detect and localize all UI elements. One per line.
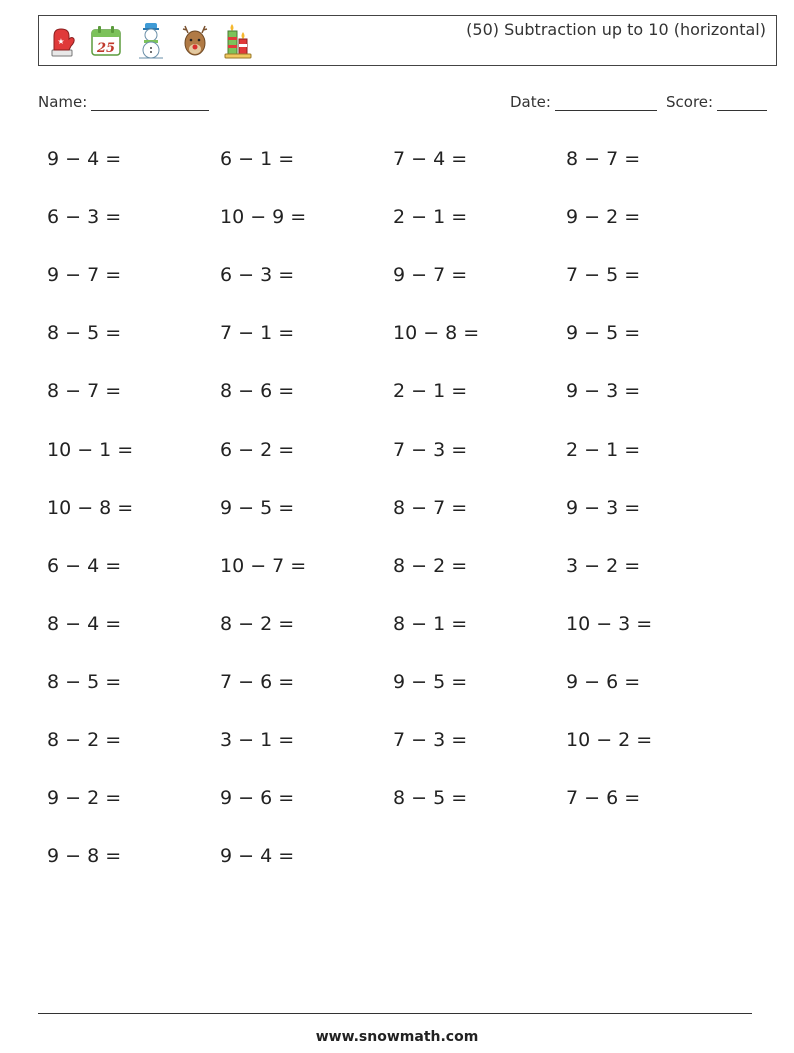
problem-41: 8 − 2 = <box>47 729 122 751</box>
problem-49: 9 − 8 = <box>47 845 122 868</box>
problem-3: 7 − 4 = <box>393 148 468 170</box>
problem-17: 8 − 7 = <box>47 380 122 403</box>
problem-20: 9 − 3 = <box>566 380 641 403</box>
problem-48: 7 − 6 = <box>566 787 641 810</box>
problem-16: 9 − 5 = <box>566 322 641 345</box>
problem-36: 10 − 3 = <box>566 612 653 635</box>
problem-45: 9 − 2 = <box>47 787 122 810</box>
problem-35: 8 − 1 = <box>393 612 468 635</box>
problem-31: 8 − 2 = <box>393 554 468 577</box>
problem-25: 10 − 8 = <box>47 496 134 519</box>
problem-42: 3 − 1 = <box>220 729 295 751</box>
footer-site: www.snowmath.com <box>315 1029 479 1045</box>
problem-4: 8 − 7 = <box>566 148 641 170</box>
problem-27: 8 − 7 = <box>393 496 468 519</box>
problem-12: 7 − 5 = <box>566 264 641 287</box>
problem-39: 9 − 5 = <box>393 670 468 693</box>
problem-21: 10 − 1 = <box>47 438 134 461</box>
problem-14: 7 − 1 = <box>220 322 295 345</box>
problem-24: 2 − 1 = <box>566 438 641 461</box>
worksheet-title: (50) Subtraction up to 10 (horizontal) <box>466 20 766 39</box>
problem-1: 9 − 4 = <box>47 148 122 170</box>
problem-9: 9 − 7 = <box>47 264 122 287</box>
problem-50: 9 − 4 = <box>220 845 295 868</box>
problem-22: 6 − 2 = <box>220 438 295 461</box>
problem-29: 6 − 4 = <box>47 554 122 577</box>
problem-46: 9 − 6 = <box>220 787 295 810</box>
problem-7: 2 − 1 = <box>393 206 468 229</box>
problem-32: 3 − 2 = <box>566 554 641 577</box>
problem-2: 6 − 1 = <box>220 148 295 170</box>
problem-10: 6 − 3 = <box>220 264 295 287</box>
problem-28: 9 − 3 = <box>566 496 641 519</box>
svg-text:25: 25 <box>96 41 116 56</box>
problem-15: 10 − 8 = <box>393 322 480 345</box>
problem-8: 9 − 2 = <box>566 206 641 229</box>
problem-44: 10 − 2 = <box>566 729 653 751</box>
problem-11: 9 − 7 = <box>393 264 468 287</box>
problem-5: 6 − 3 = <box>47 206 122 229</box>
date-label: Date: <box>510 93 551 111</box>
problem-34: 8 − 2 = <box>220 612 295 635</box>
problem-43: 7 − 3 = <box>393 729 468 751</box>
svg-text:★: ★ <box>57 37 65 46</box>
footer-divider <box>38 1013 752 1014</box>
problem-40: 9 − 6 = <box>566 670 641 693</box>
problem-47: 8 − 5 = <box>393 787 468 810</box>
problem-19: 2 − 1 = <box>393 380 468 403</box>
problem-6: 10 − 9 = <box>220 206 307 229</box>
problem-33: 8 − 4 = <box>47 612 122 635</box>
problem-38: 7 − 6 = <box>220 670 295 693</box>
problem-26: 9 − 5 = <box>220 496 295 519</box>
problem-30: 10 − 7 = <box>220 554 307 577</box>
problem-13: 8 − 5 = <box>47 322 122 345</box>
problem-23: 7 − 3 = <box>393 438 468 461</box>
name-label: Name: <box>38 93 88 111</box>
score-label: Score: <box>666 93 714 111</box>
problem-18: 8 − 6 = <box>220 380 295 403</box>
problem-37: 8 − 5 = <box>47 670 122 693</box>
